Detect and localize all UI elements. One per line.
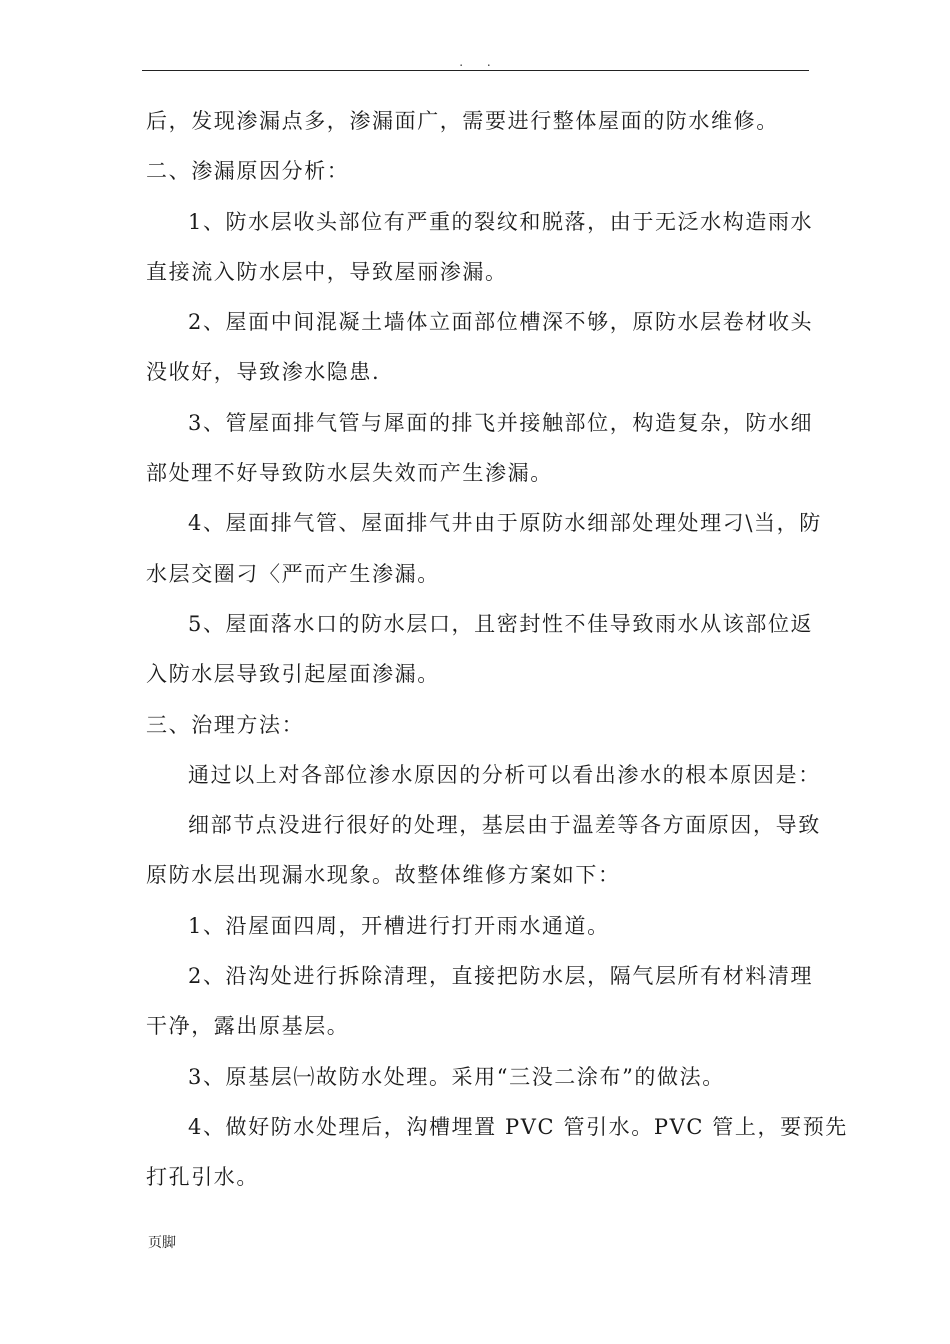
text-line: 3、原基层㈠故防水处理。采用“三没二涂布”的做法。 [188,1064,725,1089]
text-line: 2、沿沟处进行拆除清理，直接把防水层，隔气层所有材料清理 [188,964,814,989]
page-footer: 页脚 [148,1235,176,1251]
text-line: 原防水层出现漏水现象。故整体维修方案如下： [146,863,621,888]
text-line: 1、沿屋面四周，开槽进行打开雨水通道。 [188,913,610,938]
text-line: 水层交圈刁〈严而产生渗漏。 [146,561,440,586]
text-line: 3、管屋面排气管与犀面的排飞并接触部位，构造复杂，防水细 [188,410,814,435]
text-line: 部处理不好导致防水层失效而产生渗漏。 [146,461,553,486]
text-line: 直接流入防水层中，导致屋丽渗漏。 [146,259,508,284]
text-line: 打孔引水。 [146,1165,259,1190]
text-line: 2、屋面中间混凝土墙体立面部位槽深不够，原防水层卷材收头 [188,310,814,335]
text-line: 5、屋面落水口的防水层口，且密封性不佳导致雨水从该部位返 [188,611,814,636]
text-line: 干净，露出原基层。 [146,1014,350,1039]
text-line: 4、做好防水处理后，沟槽埋置 PVC 管引水。PVC 管上，要预先 [188,1114,848,1139]
text-line: 入防水层导致引起屋面渗漏。 [146,662,440,687]
header-rule [142,70,809,71]
text-line: 通过以上对各部位渗水原因的分析可以看出渗水的根本原因是： [188,762,821,787]
text-line: 细部节点没进行很好的处理，基层由于温差等各方面原因，导致 [188,813,821,838]
header-marks: . . [459,55,501,69]
section-heading: 三、治理方法： [146,712,305,737]
section-heading: 二、渗漏原因分析： [146,159,350,184]
text-line: 1、防水层收头部位有严重的裂纹和脱落，由于无泛水构造雨水 [188,209,814,234]
text-line: 后，发现渗漏点多，渗漏面广，需要进行整体屋面的防水维修。 [146,109,779,133]
document-body [146,96,848,1203]
text-line: 没收好，导致渗水隐患. [146,360,381,385]
text-line: 4、屋面排气管、屋面排气井由于原防水细部处理处理刁\当，防 [188,511,822,536]
